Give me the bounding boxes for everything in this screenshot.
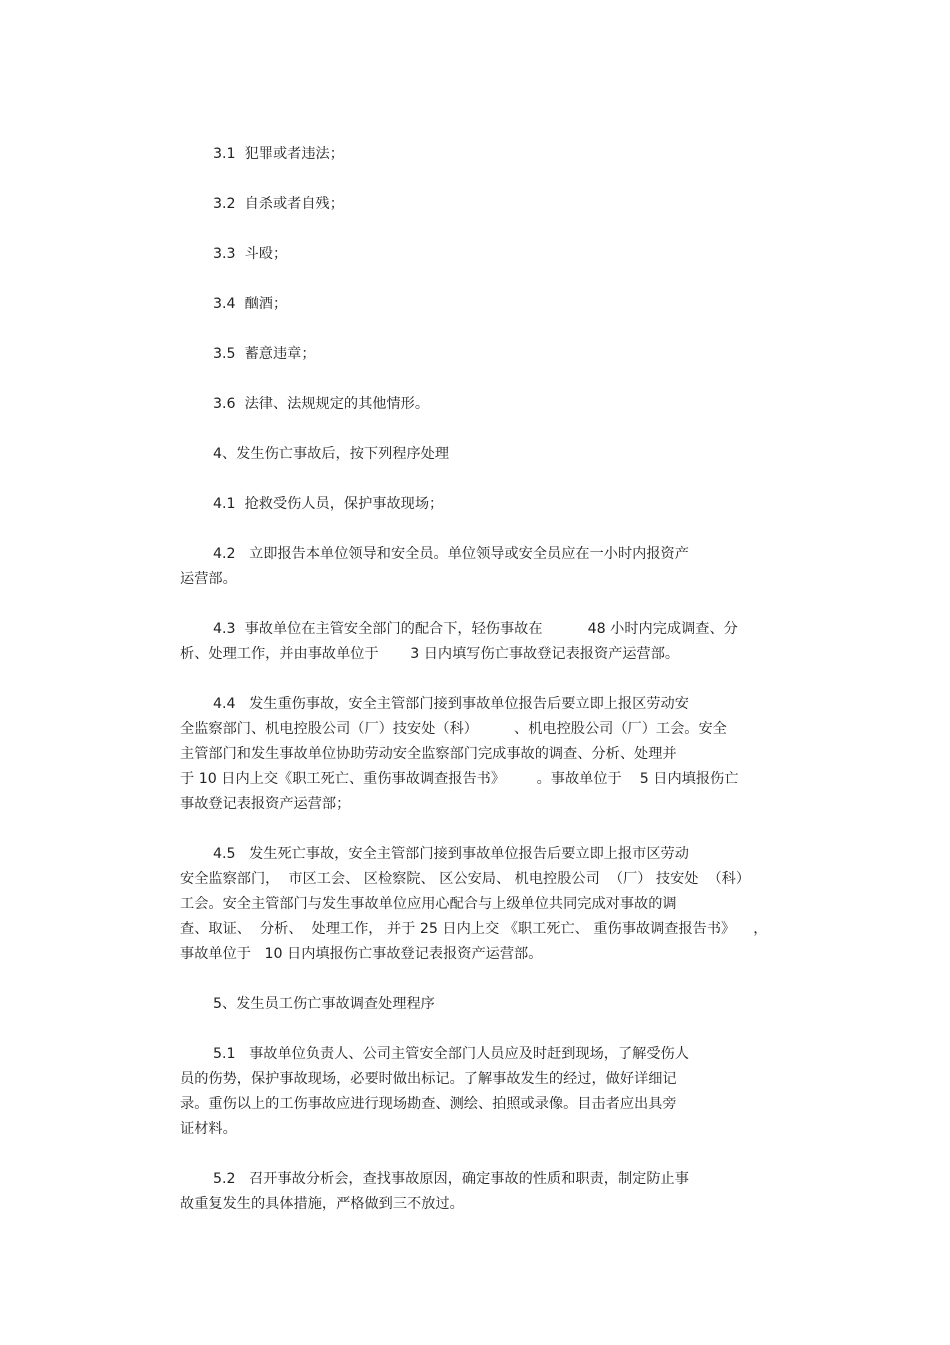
text-line: 查、取证、 分析、 处理工作， 并于 25 日内上交 《职工死亡、 重伤事故调查报告书》 ，	[180, 921, 768, 937]
paragraph-4-4	[180, 692, 780, 817]
text-line: 录。重伤以上的工伤事故应进行现场勘查、测绘、拍照或录像。目击者应出具旁	[180, 1096, 677, 1112]
paragraph-3-1	[180, 142, 780, 167]
paragraph-3-5	[180, 342, 780, 367]
paragraph-4-2	[180, 542, 780, 592]
text-line: 3.4 酗酒；	[213, 296, 288, 312]
section-heading-5	[180, 992, 780, 1017]
text-line: 3.2 自杀或者自残；	[213, 196, 344, 212]
text-line: 全监察部门、机电控股公司（厂）技安处（科） 、机电控股公司（厂）工会。安全	[180, 721, 727, 737]
text-line: 3.6 法律、法规规定的其他情形。	[213, 396, 430, 412]
paragraph-4-3	[180, 617, 780, 667]
text-line: 4.4 发生重伤事故，安全主管部门接到事故单位报告后要立即上报区劳动安	[213, 696, 689, 712]
text-line: 证材料。	[180, 1121, 237, 1137]
text-line: 事故单位于 10 日内填报伤亡事故登记表报资产运营部。	[180, 946, 543, 962]
text-line: 5.2 召开事故分析会，查找事故原因，确定事故的性质和职责，制定防止事	[213, 1171, 689, 1187]
text-line: 故重复发生的具体措施，严格做到三不放过。	[180, 1196, 464, 1212]
text-line: 员的伤势，保护事故现场，必要时做出标记。了解事故发生的经过，做好详细记	[180, 1071, 677, 1087]
text-line: 事故登记表报资产运营部；	[180, 796, 351, 812]
text-line: 主管部门和发生事故单位协助劳动安全监察部门完成事故的调查、分析、处理并	[180, 746, 677, 762]
text-line: 析、处理工作，并由事故单位于 3 日内填写伤亡事故登记表报资产运营部。	[180, 646, 680, 662]
text-line: 4.5 发生死亡事故，安全主管部门接到事故单位报告后要立即上报市区劳动	[213, 846, 689, 862]
text-line: 4.1 抢救受伤人员，保护事故现场；	[213, 496, 444, 512]
text-line: 4、发生伤亡事故后，按下列程序处理	[213, 446, 450, 462]
paragraph-3-3	[180, 242, 780, 267]
text-line: 4.3 事故单位在主管安全部门的配合下，轻伤事故在 48 小时内完成调查、分	[213, 621, 738, 637]
text-line: 安全监察部门， 市区工会、 区检察院、 区公安局、 机电控股公司 （厂） 技安处 （科）	[180, 871, 751, 887]
text-line: 5.1 事故单位负责人、公司主管安全部门人员应及时赶到现场，了解受伤人	[213, 1046, 689, 1062]
paragraph-5-1	[180, 1042, 780, 1142]
paragraph-3-6	[180, 392, 780, 417]
paragraph-4-1	[180, 492, 780, 517]
section-heading-4	[180, 442, 780, 467]
text-line: 4.2 立即报告本单位领导和安全员。单位领导或安全员应在一小时内报资产	[213, 546, 689, 562]
paragraph-3-2	[180, 192, 780, 217]
text-line: 3.1 犯罪或者违法；	[213, 146, 344, 162]
text-line: 于 10 日内上交《职工死亡、重伤事故调查报告书》 。事故单位于 5 日内填报伤亡	[180, 771, 739, 787]
text-line: 3.5 蓄意违章；	[213, 346, 316, 362]
text-line: 运营部。	[180, 571, 237, 587]
text-line: 5、发生员工伤亡事故调查处理程序	[213, 996, 435, 1012]
paragraph-3-4	[180, 292, 780, 317]
text-line: 3.3 斗殴；	[213, 246, 288, 262]
text-line: 工会。安全主管部门与发生事故单位应用心配合与上级单位共同完成对事故的调	[180, 896, 677, 912]
paragraph-4-5	[180, 842, 780, 967]
paragraph-5-2	[180, 1167, 780, 1217]
